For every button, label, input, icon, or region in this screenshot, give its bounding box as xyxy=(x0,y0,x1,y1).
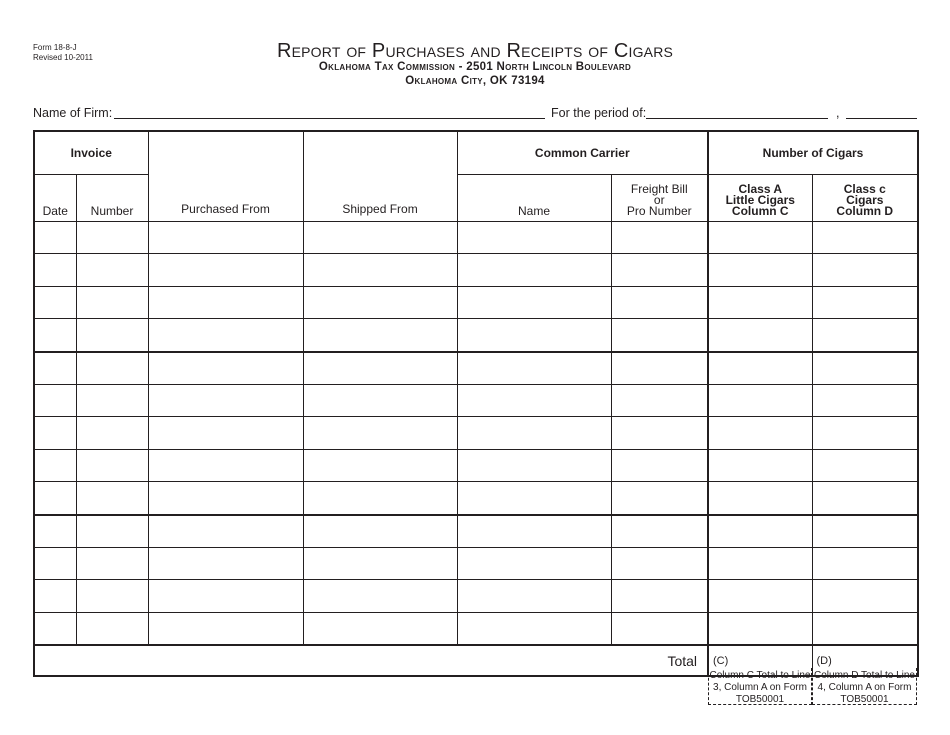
class-a-cell[interactable] xyxy=(708,222,812,254)
period-label: For the period of: xyxy=(551,106,647,120)
date-cell[interactable] xyxy=(34,449,76,481)
shipped-from-cell[interactable] xyxy=(303,547,457,579)
invoice-number-cell[interactable] xyxy=(76,222,148,254)
period-start-input[interactable] xyxy=(648,102,828,118)
carrier-name-cell[interactable] xyxy=(457,417,611,449)
period-separator: , xyxy=(836,106,840,120)
invoice-number-header: Number xyxy=(76,175,148,222)
class-a-cell[interactable] xyxy=(708,547,812,579)
invoice-number-cell[interactable] xyxy=(76,580,148,612)
class-c-header xyxy=(812,175,918,222)
class-a-line-3: Column C xyxy=(731,204,789,218)
date-cell[interactable] xyxy=(34,482,76,515)
date-cell[interactable] xyxy=(34,352,76,385)
form-number: Form 18-8-J xyxy=(33,43,77,52)
freight-bill-cell[interactable] xyxy=(611,482,708,515)
period-start-underline xyxy=(646,118,828,119)
agency-city: Oklahoma City, OK 73194 xyxy=(405,75,545,87)
carrier-name-cell[interactable] xyxy=(457,580,611,612)
table-row xyxy=(34,222,918,254)
shipped-from-cell[interactable] xyxy=(303,515,457,548)
class-c-cell[interactable] xyxy=(812,449,918,481)
purchased-from-cell[interactable] xyxy=(148,222,303,254)
class-c-cell[interactable] xyxy=(812,482,918,515)
carrier-name-header: Name xyxy=(457,175,611,222)
firm-name-label: Name of Firm: xyxy=(33,106,113,120)
carrier-name-cell[interactable] xyxy=(457,384,611,416)
table-body xyxy=(34,222,918,646)
class-c-cell[interactable] xyxy=(812,286,918,318)
purchased-from-cell[interactable] xyxy=(148,417,303,449)
class-c-cell[interactable] xyxy=(812,319,918,352)
table-row xyxy=(34,612,918,645)
period-end-underline xyxy=(846,118,917,119)
invoice-number-cell[interactable] xyxy=(76,547,148,579)
date-cell[interactable] xyxy=(34,515,76,548)
date-cell[interactable] xyxy=(34,286,76,318)
invoice-number-cell[interactable] xyxy=(76,449,148,481)
shipped-from-cell[interactable] xyxy=(303,319,457,352)
class-c-line-1: Class c xyxy=(843,182,886,196)
purchased-from-cell[interactable] xyxy=(148,449,303,481)
freight-bill-cell[interactable] xyxy=(611,319,708,352)
shipped-from-cell[interactable] xyxy=(303,286,457,318)
carrier-name-cell[interactable] xyxy=(457,612,611,645)
class-a-header xyxy=(708,175,812,222)
purchased-from-cell[interactable] xyxy=(148,547,303,579)
freight-bill-cell[interactable] xyxy=(611,254,708,286)
invoice-number-cell[interactable] xyxy=(76,286,148,318)
freight-bill-cell[interactable] xyxy=(611,612,708,645)
class-a-cell[interactable] xyxy=(708,417,812,449)
carrier-name-cell[interactable] xyxy=(457,254,611,286)
date-cell[interactable] xyxy=(34,384,76,416)
invoice-number-cell[interactable] xyxy=(76,254,148,286)
carrier-name-cell[interactable] xyxy=(457,547,611,579)
freight-bill-cell[interactable] xyxy=(611,384,708,416)
purchases-table xyxy=(33,130,919,677)
purchased-from-cell[interactable] xyxy=(148,580,303,612)
shipped-from-cell[interactable] xyxy=(303,612,457,645)
class-a-cell[interactable] xyxy=(708,449,812,481)
class-c-cell[interactable] xyxy=(812,580,918,612)
freight-bill-line-2: or xyxy=(653,193,665,207)
page-title: Report of Purchases and Receipts of Cigars xyxy=(276,40,674,62)
table-row xyxy=(34,384,918,416)
shipped-from-cell[interactable] xyxy=(303,580,457,612)
table-row xyxy=(34,547,918,579)
shipped-from-cell[interactable] xyxy=(303,352,457,385)
carrier-name-cell[interactable] xyxy=(457,319,611,352)
purchased-from-cell[interactable] xyxy=(148,384,303,416)
class-c-cell[interactable] xyxy=(812,547,918,579)
table-row xyxy=(34,319,918,352)
shipped-from-cell[interactable] xyxy=(303,384,457,416)
shipped-from-cell[interactable] xyxy=(303,482,457,515)
shipped-from-cell[interactable] xyxy=(303,222,457,254)
freight-bill-line-1: Freight Bill xyxy=(630,182,688,196)
class-a-cell[interactable] xyxy=(708,352,812,385)
purchased-from-cell[interactable] xyxy=(148,612,303,645)
table-row xyxy=(34,352,918,385)
period-end-input[interactable] xyxy=(848,102,918,118)
freight-bill-cell[interactable] xyxy=(611,547,708,579)
invoice-number-cell[interactable] xyxy=(76,352,148,385)
date-cell[interactable] xyxy=(34,547,76,579)
purchased-from-cell[interactable] xyxy=(148,254,303,286)
shipped-from-cell[interactable] xyxy=(303,417,457,449)
class-a-line-1: Class A xyxy=(738,182,783,196)
form-revision: Revised 10-2011 xyxy=(33,53,93,62)
table-row xyxy=(34,482,918,515)
purchased-from-cell[interactable] xyxy=(148,515,303,548)
date-cell[interactable] xyxy=(34,417,76,449)
class-a-cell[interactable] xyxy=(708,319,812,352)
date-cell[interactable] xyxy=(34,222,76,254)
agency-address: Oklahoma Tax Commission - 2501 North Lincoln Boulevard xyxy=(318,61,632,73)
freight-bill-cell[interactable] xyxy=(611,417,708,449)
carrier-name-cell[interactable] xyxy=(457,482,611,515)
date-header: Date xyxy=(34,175,76,222)
freight-bill-cell[interactable] xyxy=(611,580,708,612)
table-row xyxy=(34,417,918,449)
total-label: Total xyxy=(34,645,708,676)
shipped-from-cell[interactable] xyxy=(303,254,457,286)
class-c-line-3: Column D xyxy=(836,204,894,218)
shipped-from-cell[interactable] xyxy=(303,449,457,481)
freight-bill-line-3: Pro Number xyxy=(626,204,692,218)
purchased-from-cell[interactable] xyxy=(148,286,303,318)
invoice-number-cell[interactable] xyxy=(76,319,148,352)
class-c-cell[interactable] xyxy=(812,417,918,449)
class-a-cell[interactable] xyxy=(708,580,812,612)
common-carrier-header: Common Carrier xyxy=(457,131,708,175)
class-a-cell[interactable] xyxy=(708,482,812,515)
class-a-line-2: Little Cigars xyxy=(725,193,795,207)
shipped-from-header: Shipped From xyxy=(303,131,457,222)
invoice-header: Invoice xyxy=(34,131,148,175)
invoice-number-cell[interactable] xyxy=(76,612,148,645)
total-column-d[interactable]: (D) xyxy=(812,645,918,676)
firm-name-input[interactable] xyxy=(116,102,545,118)
class-a-cell[interactable] xyxy=(708,384,812,416)
invoice-number-cell[interactable] xyxy=(76,482,148,515)
class-c-line-2: Cigars xyxy=(846,193,884,207)
carrier-name-cell[interactable] xyxy=(457,352,611,385)
carrier-name-cell[interactable] xyxy=(457,515,611,548)
class-c-cell[interactable] xyxy=(812,254,918,286)
number-of-cigars-header: Number of Cigars xyxy=(708,131,918,175)
class-a-cell[interactable] xyxy=(708,515,812,548)
table-row xyxy=(34,286,918,318)
firm-name-underline xyxy=(114,118,545,119)
class-c-cell[interactable] xyxy=(812,612,918,645)
class-a-cell[interactable] xyxy=(708,612,812,645)
invoice-number-cell[interactable] xyxy=(76,417,148,449)
purchased-from-cell[interactable] xyxy=(148,352,303,385)
invoice-number-cell[interactable] xyxy=(76,515,148,548)
class-c-cell[interactable] xyxy=(812,352,918,385)
freight-bill-cell[interactable] xyxy=(611,222,708,254)
table-row xyxy=(34,515,918,548)
table-row xyxy=(34,254,918,286)
carrier-name-cell[interactable] xyxy=(457,449,611,481)
freight-bill-cell[interactable] xyxy=(611,515,708,548)
date-cell[interactable] xyxy=(34,612,76,645)
freight-bill-header xyxy=(611,175,708,222)
date-cell[interactable] xyxy=(34,254,76,286)
class-c-cell[interactable] xyxy=(812,222,918,254)
purchased-from-cell[interactable] xyxy=(148,319,303,352)
freight-bill-cell[interactable] xyxy=(611,286,708,318)
column-d-note: Column D Total to Line 4, Column A on Form TOB50001 xyxy=(812,668,917,705)
freight-bill-cell[interactable] xyxy=(611,352,708,385)
column-c-note: Column C Total to Line 3, Column A on Form TOB50001 xyxy=(709,670,811,705)
class-c-cell[interactable] xyxy=(812,515,918,548)
table-row xyxy=(34,580,918,612)
carrier-name-cell[interactable] xyxy=(457,286,611,318)
total-column-c[interactable]: (C) xyxy=(708,645,812,676)
purchased-from-header: Purchased From xyxy=(148,131,303,222)
date-cell[interactable] xyxy=(34,580,76,612)
invoice-number-cell[interactable] xyxy=(76,384,148,416)
class-a-cell[interactable] xyxy=(708,286,812,318)
date-cell[interactable] xyxy=(34,319,76,352)
carrier-name-cell[interactable] xyxy=(457,222,611,254)
class-a-cell[interactable] xyxy=(708,254,812,286)
freight-bill-cell[interactable] xyxy=(611,449,708,481)
class-c-cell[interactable] xyxy=(812,384,918,416)
table-row xyxy=(34,449,918,481)
purchased-from-cell[interactable] xyxy=(148,482,303,515)
